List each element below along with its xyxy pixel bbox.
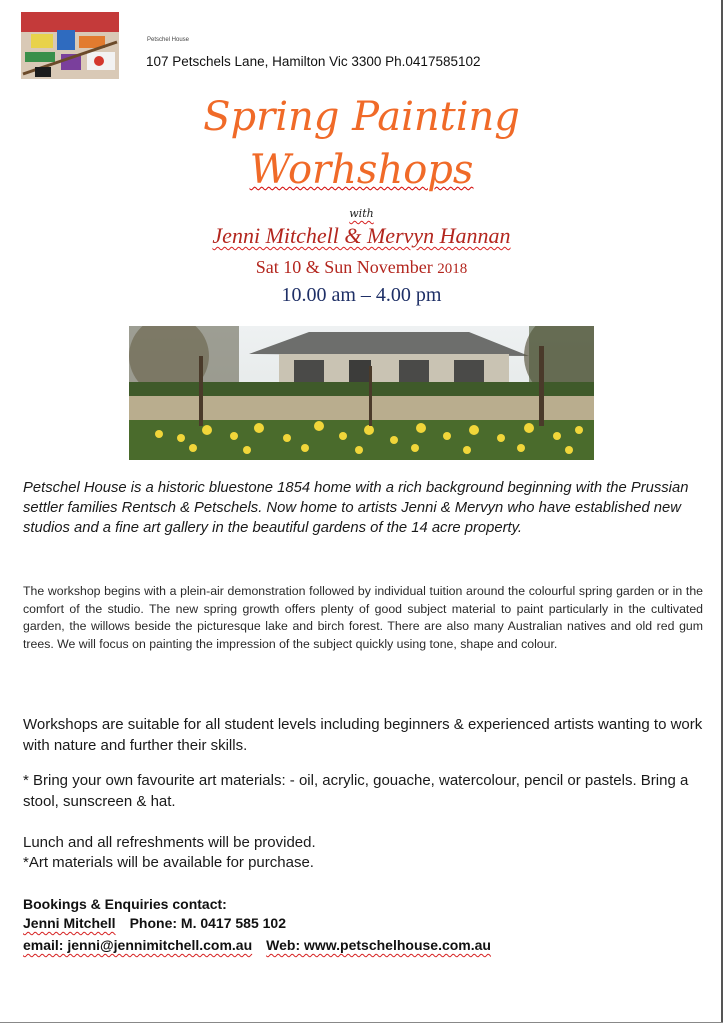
contact-email-web [23,937,491,953]
contact-phone[interactable]: Phone: M. 0417 585 102 [129,915,286,931]
intro-paragraph: Petschel House is a historic bluestone 1854 home with a rich background beginning with the Prussian settler families Rentsch & Petschels. Now home to artists Jenni & Mervyn who have established new studios and a fine art gallery in the beautiful gardens of the 14 acre property. [23,480,689,536]
with-label [0,207,723,220]
contact-name: Jenni Mitchell [23,915,116,931]
workshop-dates [0,257,723,278]
artists-names [0,223,723,249]
dates-year: 2018 [437,261,468,277]
title-line-2 [0,145,723,195]
artists-names-text: Jenni Mitchell & Mervyn Hannan [212,223,511,248]
garden-house-photo [129,326,594,460]
title-line-2-text: Worhshops [249,147,474,193]
workshop-times: 10.00 am – 4.00 pm [281,284,442,306]
header-small-text: Petschel House [147,37,190,43]
contact-heading: Bookings & Enquiries contact: [23,896,227,912]
levels-paragraph: Workshops are suitable for all student levels including beginners & experienced artists wanting to work with nature and further their skills. [23,716,703,754]
with-label-text: with [349,207,374,220]
bring-materials-paragraph: * Bring your own favourite art materials: - oil, acrylic, gouache, watercolour, pencil or pastels. Bring a stool, sunscreen & hat. [23,772,689,810]
contact-email-link[interactable]: email: jenni@jennimitchell.com.au [23,937,253,953]
contact-name-phone [23,915,286,931]
dates-main: Sat 10 & Sun November [255,257,433,277]
title-line-1: Spring Painting [203,94,520,140]
art-materials-line: *Art materials will be available for purchase. [23,854,314,871]
workshop-description: The workshop begins with a plein-air demonstration followed by individual tuition around the colourful spring garden or in the comfort of the studio. The new spring growth offers plenty of good subject material to paint particularly in the cultivated garden, the willows beside the picturesque lake and birch forest. There are also many Australian natives and old red gum trees. We will focus on painting the impression of the subject quickly using tone, shape and colour. [23,584,703,651]
header-address: 107 Petschels Lane, Hamilton Vic 3300 Ph.0417585102 [146,54,481,69]
paint-palette-logo [21,12,119,79]
contact-web-link[interactable]: Web: www.petschelhouse.com.au [266,937,491,953]
lunch-line: Lunch and all refreshments will be provided. [23,834,316,851]
